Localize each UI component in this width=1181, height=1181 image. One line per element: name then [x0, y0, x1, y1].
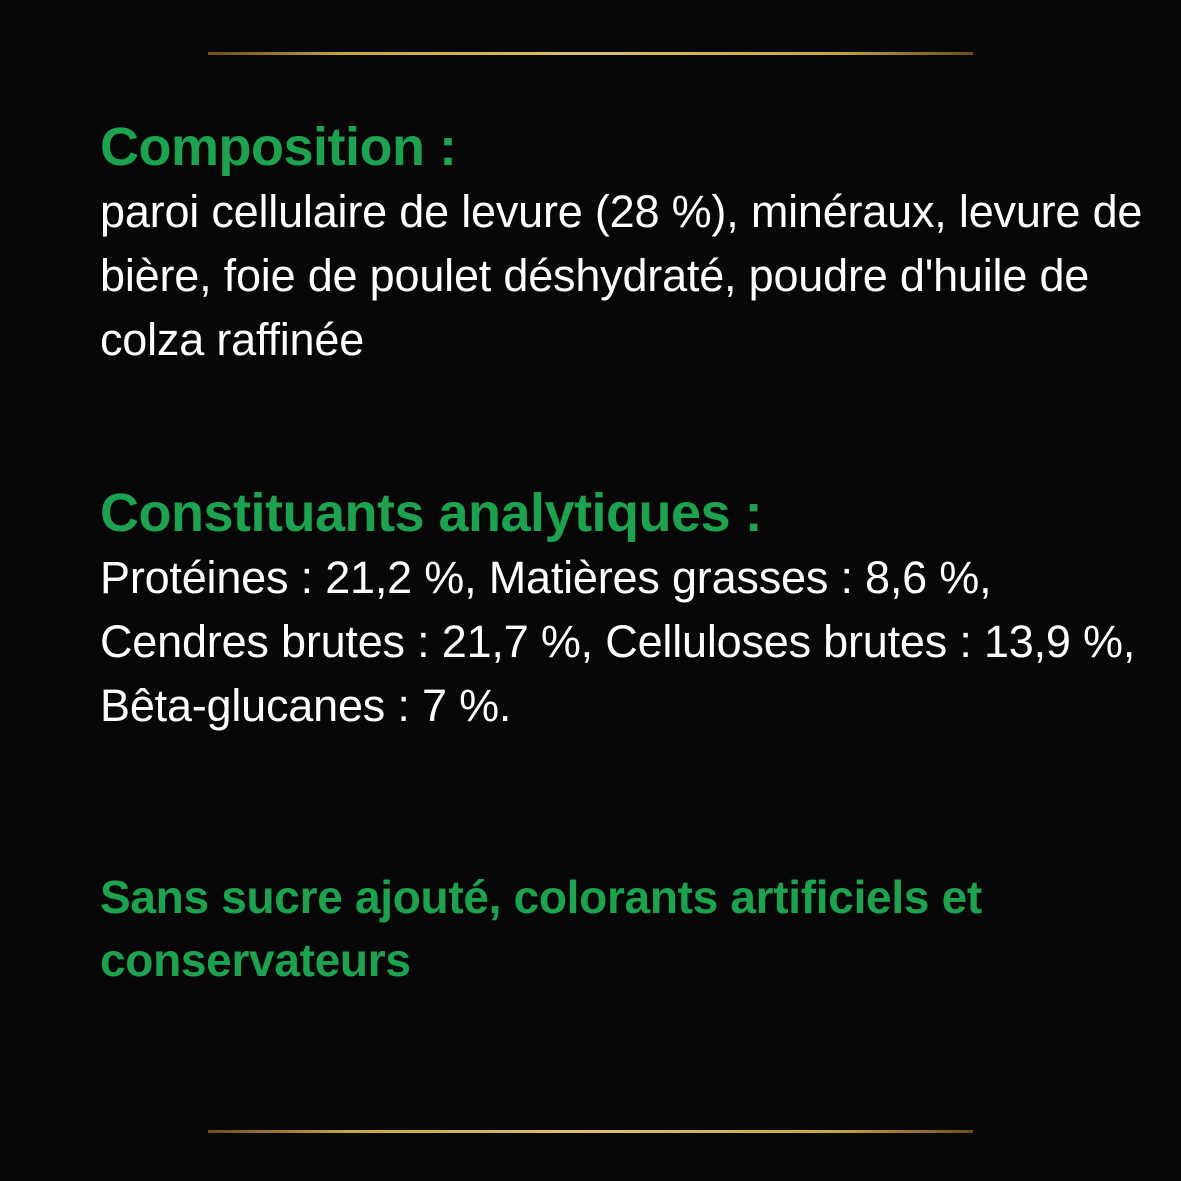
product-claim: Sans sucre ajouté, colorants artificiels et conservateurs: [100, 870, 982, 987]
composition-heading: Composition :: [100, 117, 457, 177]
analytical-constituents-text: Protéines : 21,2 %, Matières grasses : 8,6 %, Cendres brutes : 21,7 %, Celluloses brutes : 13,9 %, Bêta-glucanes : 7 %.: [100, 552, 1136, 732]
gold-divider-bottom: [208, 1130, 973, 1133]
gold-divider-top: [208, 52, 973, 55]
analytical-constituents-heading: Constituants analytiques :: [100, 482, 763, 543]
section-spacer-2: [100, 738, 1145, 866]
panel-content: [100, 118, 1145, 993]
analytical-constituents-section: [100, 484, 1145, 738]
composition-text: paroi cellulaire de levure (28 %), minéraux, levure de bière, foie de poulet déshydraté, poudre d'huile de colza raffinée: [100, 186, 1143, 366]
section-spacer-1: [100, 372, 1145, 484]
composition-section: [100, 118, 1145, 372]
